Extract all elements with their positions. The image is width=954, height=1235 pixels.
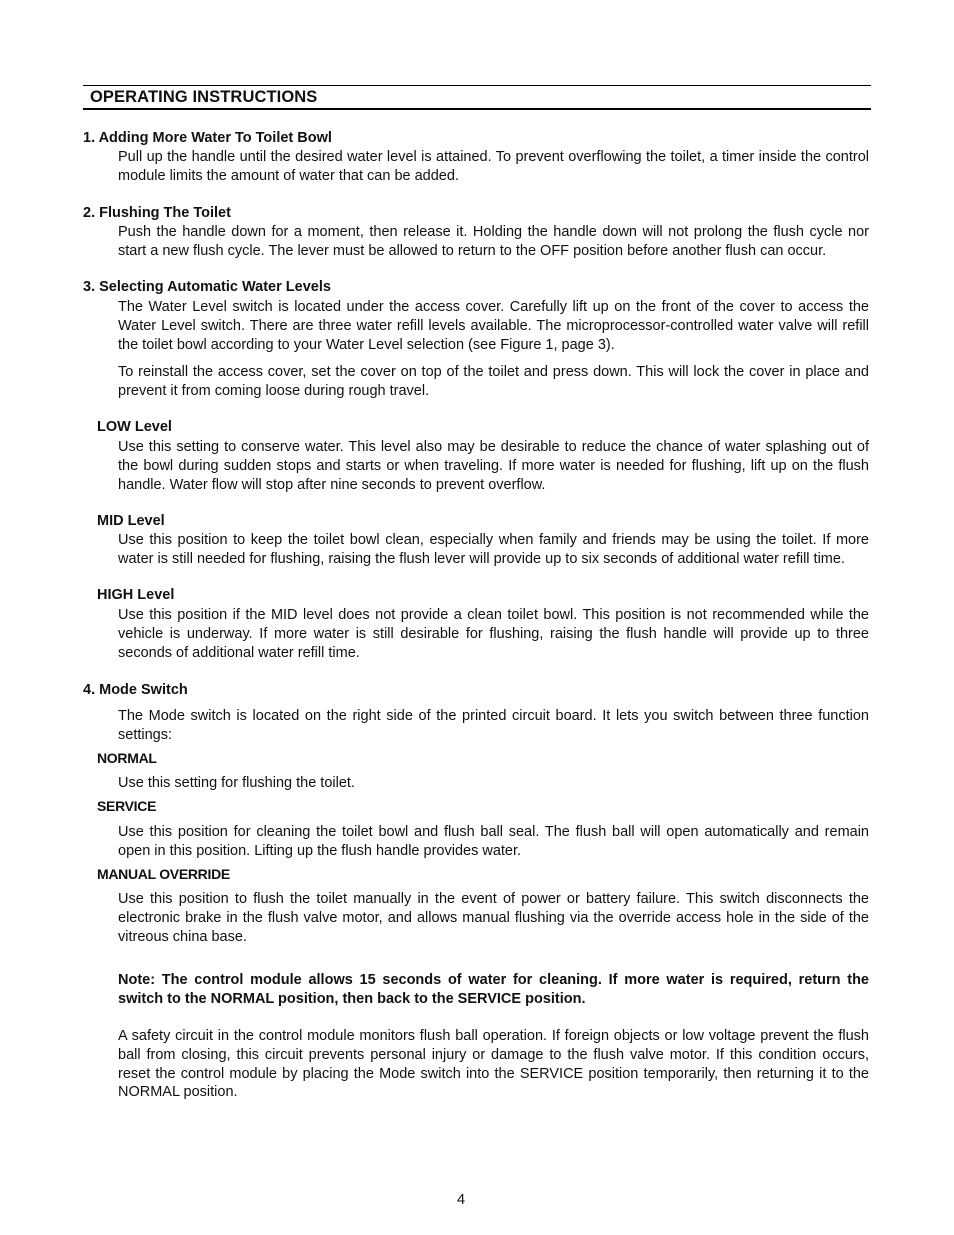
paragraph-safety-circuit: A safety circuit in the control module monitors flush ball operation. If foreign objects or low voltage prevent the flush ball from closing, this circuit prevents personal injury or damage to the flush valve motor. If this condition occurs, reset the control module by placing the Mode switch into the SERVICE position temporarily, then returning it to the NORMAL position. — [118, 1028, 869, 1101]
paragraph-access-cover: To reinstall the access cover, set the cover on top of the toilet and press down. This will lock the cover in place and prevent it from coming loose during rough travel. — [118, 364, 869, 399]
heading-water-levels: 3. Selecting Automatic Water Levels — [83, 279, 331, 295]
paragraph-mode-switch-intro: The Mode switch is located on the right side of the printed circuit board. It lets you switch between three function settings: — [118, 708, 869, 743]
heading-mid-level: MID Level — [97, 513, 165, 529]
heading-mode-service: SERVICE — [97, 798, 157, 814]
paragraph-mode-service: Use this position for cleaning the toilet bowl and flush ball seal. The flush ball will open automatically and remain open in this position. Lifting up the flush handle provides water. — [118, 824, 869, 859]
page-number: 4 — [457, 1192, 466, 1208]
paragraph-high-level: Use this position if the MID level does not provide a clean toilet bowl. This position is not recommended while the vehicle is underway. If more water is still desirable for flushing, raising the flush handle will provide up to three seconds of additional water refill time. — [118, 607, 869, 661]
paragraph-flushing: Push the handle down for a moment, then release it. Holding the handle down will not prolong the flush cycle nor start a new flush cycle. The lever must be allowed to return to the OFF position before another flush can occur. — [118, 224, 869, 259]
heading-flushing: 2. Flushing The Toilet — [83, 205, 231, 221]
heading-low-level: LOW Level — [97, 419, 172, 435]
paragraph-mode-normal: Use this setting for flushing the toilet. — [118, 775, 355, 791]
paragraph-adding-water: Pull up the handle until the desired water level is attained. To prevent overflowing the toilet, a timer inside the control module limits the amount of water that can be added. — [118, 149, 869, 184]
paragraph-water-level-switch: The Water Level switch is located under the access cover. Carefully lift up on the front of the cover to access the Water Level switch. There are three water refill levels available. The microprocessor-controlled water valve will refill the toilet bowl according to your Water Level selection (see Figure 1, page 3). — [118, 299, 869, 353]
heading-mode-manual-override: MANUAL OVERRIDE — [97, 866, 230, 882]
title-rule-top — [83, 85, 871, 86]
title-rule-bottom — [83, 108, 871, 110]
section-title: OPERATING INSTRUCTIONS — [90, 88, 318, 106]
heading-mode-switch: 4. Mode Switch — [83, 682, 188, 698]
paragraph-low-level: Use this setting to conserve water. This level also may be desirable to reduce the chance of water splashing out of the bowl during sudden stops and starts or when traveling. If more water is needed for flushing, lift up on the flush handle. Water flow will stop after nine seconds to prevent overflow. — [118, 439, 869, 493]
paragraph-mode-manual-override: Use this position to flush the toilet manually in the event of power or battery failure. This switch disconnects the electronic brake in the flush valve motor, and allows manual flushing via the override access hole in the side of the vitreous china base. — [118, 891, 869, 945]
heading-high-level: HIGH Level — [97, 587, 175, 603]
note-paragraph: Note: The control module allows 15 seconds of water for cleaning. If more water is required, return the switch to the NORMAL position, then back to the SERVICE position. — [118, 972, 869, 1007]
heading-adding-water: 1. Adding More Water To Toilet Bowl — [83, 130, 332, 146]
heading-mode-normal: NORMAL — [97, 750, 157, 766]
paragraph-mid-level: Use this position to keep the toilet bowl clean, especially when family and friends may be using the toilet. If more water is still needed for flushing, raising the flush lever will provide up to six seconds of additional water refill time. — [118, 532, 869, 567]
